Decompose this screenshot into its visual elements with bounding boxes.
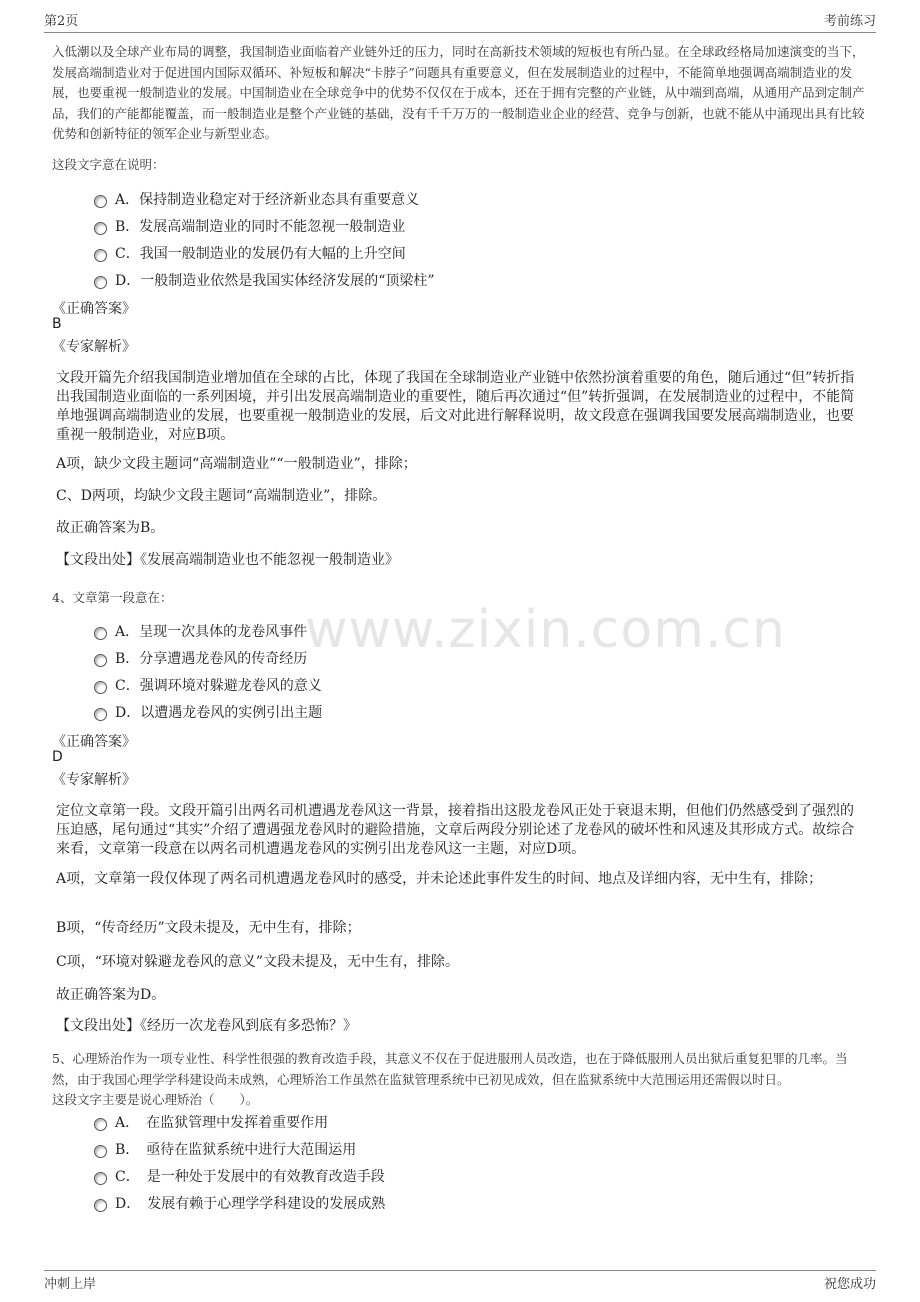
- q3-source: 【文段出处】《发展高端制造业也不能忽视一般制造业》: [56, 552, 399, 568]
- q5-passage: 5、心理矫治作为一项专业性、科学性很强的教育改造手段，其意义不仅在于促进服刑人员改造，也在于降低服刑人员出狱后重复犯罪的几率。当然，由于我国心理学学科建设尚未成熟，心理矫治工作虽然在监狱管理系统中已初见成效，但在监狱系统中大范围运用还需假以时日。: [52, 1051, 848, 1087]
- radio-icon[interactable]: [94, 1199, 107, 1212]
- q4-option-d[interactable]: D．以遭遇龙卷风的实例引出主题: [94, 702, 322, 722]
- q4-analysis-b: B项，“传奇经历”文段未提及，无中生有，排除；: [56, 920, 361, 936]
- radio-icon[interactable]: [94, 1172, 107, 1185]
- radio-icon[interactable]: [94, 195, 107, 208]
- q3-option-c[interactable]: C．我国一般制造业的发展仍有大幅的上升空间: [94, 243, 406, 263]
- q4-analysis-a: A项，文章第一段仅体现了两名司机遭遇龙卷风时的感受，并未论述此事件发生的时间、地点及详细内容，无中生有，排除；: [56, 871, 823, 887]
- q4-option-c[interactable]: C．强调环境对躲避龙卷风的意义: [94, 675, 322, 695]
- q4-option-a[interactable]: A．呈现一次具体的龙卷风事件: [94, 621, 307, 641]
- q5-question: 这段文字主要是说心理矫治（ ）。: [52, 1092, 259, 1107]
- q5-option-b[interactable]: B． 亟待在监狱系统中进行大范围运用: [94, 1139, 356, 1159]
- q5-option-c[interactable]: C． 是一种处于发展中的有效教育改造手段: [94, 1166, 385, 1186]
- radio-icon[interactable]: [94, 681, 107, 694]
- header-title: 考前练习: [823, 14, 876, 29]
- q4-source: 【文段出处】《经历一次龙卷风到底有多恐怖？》: [56, 1018, 357, 1034]
- radio-icon[interactable]: [94, 627, 107, 640]
- q4-question: 4、文章第一段意在：: [52, 590, 173, 605]
- q4-analysis-main: 定位文章第一段。文段开篇引出两名司机遭遇龙卷风这一背景，接着指出这股龙卷风正处于衰退末期，但他们仍然感受到了强烈的压迫感，尾句通过“其实”介绍了遭遇强龙卷风时的避险措施，文章后两段分别论述了龙卷风的破坏性和风速及其形成方式。故综合来看，文章第一段意在以两名司机遭遇龙卷风的实例引出龙卷风这一主题，对应D项。: [56, 803, 855, 857]
- q3-option-b[interactable]: B．发展高端制造业的同时不能忽视一般制造业: [94, 216, 405, 236]
- footer-left: 冲刺上岸: [44, 1277, 97, 1292]
- q3-passage: 入低潮以及全球产业布局的调整，我国制造业面临着产业链外迁的压力，同时在高新技术领域的短板也有所凸显。在全球政经格局加速演变的当下，发展高端制造业对于促进国内国际双循环、补短板和解决“卡脖子”问题具有重要意义，但在发展制造业的过程中，不能简单地强调高端制造业的发展，也要重视一般制造业的发展。中国制造业在全球竞争中的优势不仅仅在于成本，还在于拥有完整的产业链，从中端到高端，从通用产品到定制产品，我们的产能都能覆盖，而一般制造业是整个产业链的基础，没有千千万万的一般制造业企业的经营、竞争与创新，也就不能从中涌现出具有比较优势和创新特征的领军企业与新型业态。: [52, 44, 865, 141]
- q3-option-d[interactable]: D．一般制造业依然是我国实体经济发展的“顶梁柱”: [94, 270, 435, 290]
- radio-icon[interactable]: [94, 222, 107, 235]
- q3-analysis-label: 《专家解析》: [52, 339, 136, 355]
- q4-answer-label: 《正确答案》: [52, 734, 136, 750]
- radio-icon[interactable]: [94, 708, 107, 721]
- q3-question: 这段文字意在说明：: [52, 157, 165, 172]
- page-number: 第2页: [44, 14, 79, 29]
- q3-conclusion: 故正确答案为B。: [56, 520, 165, 536]
- q4-conclusion: 故正确答案为D。: [56, 987, 166, 1003]
- page-header: [44, 10, 876, 33]
- radio-icon[interactable]: [94, 1118, 107, 1131]
- q3-answer-label: 《正确答案》: [52, 301, 136, 317]
- radio-icon[interactable]: [94, 1145, 107, 1158]
- q4-analysis-label: 《专家解析》: [52, 772, 136, 788]
- q3-analysis-main: 文段开篇先介绍我国制造业增加值在全球的占比，体现了我国在全球制造业产业链中依然扮演着重要的角色，随后通过“但”转折指出我国制造业面临的一系列困境，并引出发展高端制造业的重要性，随后再次通过“但”转折强调，在发展制造业的过程中，不能简单地强调高端制造业的发展，也要重视一般制造业的发展，后文对此进行解释说明，故文段意在强调我国要发展高端制造业，也要重视一般制造业，对应B项。: [56, 370, 855, 443]
- radio-icon[interactable]: [94, 249, 107, 262]
- footer-right: 祝您成功: [823, 1277, 876, 1292]
- q3-analysis-a: A项，缺少文段主题词“高端制造业”“一般制造业”，排除；: [56, 456, 417, 472]
- q3-answer: B: [52, 316, 62, 332]
- q4-answer: D: [52, 749, 63, 765]
- q4-option-b[interactable]: B．分享遭遇龙卷风的传奇经历: [94, 648, 307, 668]
- watermark: www.zixin.com.cn: [305, 600, 786, 660]
- q5-option-a[interactable]: A． 在监狱管理中发挥着重要作用: [94, 1112, 328, 1132]
- q4-analysis-c: C项，“环境对躲避龙卷风的意义”文段未提及，无中生有，排除。: [56, 954, 460, 970]
- q3-option-a[interactable]: A．保持制造业稳定对于经济新业态具有重要意义: [94, 189, 419, 209]
- q3-analysis-cd: C、D两项，均缺少文段主题词“高端制造业”，排除。: [56, 488, 387, 504]
- radio-icon[interactable]: [94, 276, 107, 289]
- q5-option-d[interactable]: D． 发展有赖于心理学学科建设的发展成熟: [94, 1193, 385, 1213]
- page-footer: [44, 1270, 876, 1292]
- radio-icon[interactable]: [94, 654, 107, 667]
